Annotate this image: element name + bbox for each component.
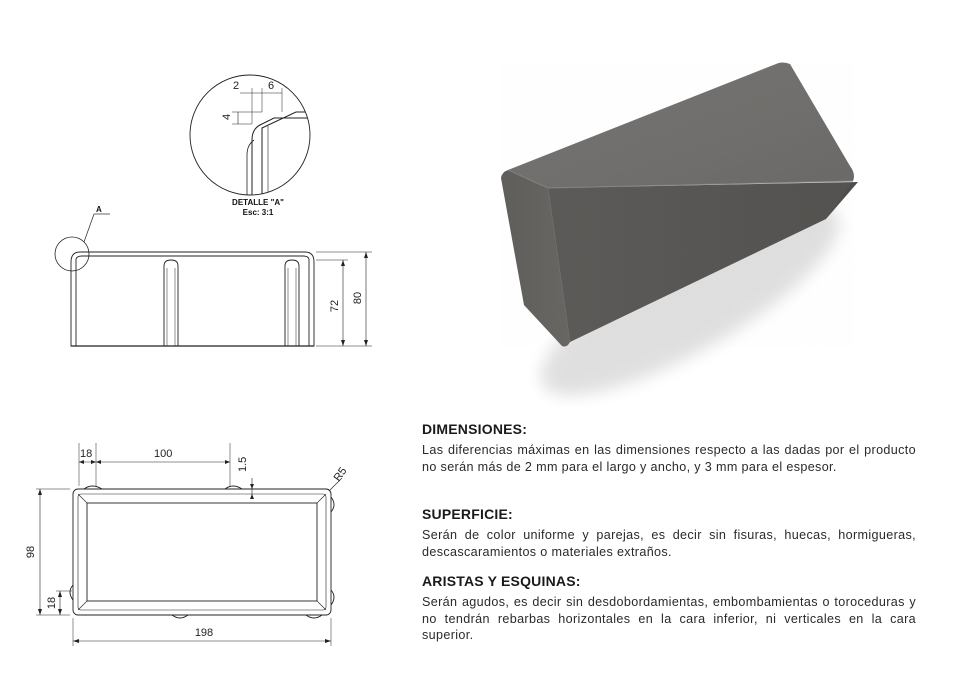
section-body: Serán de color uniforme y parejas, es decir sin fisuras, huecas, hormigueras, descascaramientos o materiales extraños. [422,528,916,559]
section-superficie [422,506,916,560]
detail-callout-label: A [96,205,102,214]
detail-title: DETALLE "A" [232,198,284,207]
section-title: DIMENSIONES: [422,421,528,437]
section-body: Serán agudos, es decir sin desdobordamientas, embombamientas o toroceduras y no tendrán rebarbas horizontales en la cara inferior, ni verticales en la cara superior. [422,595,916,642]
section-aristas-y-esquinas [422,573,916,644]
top-view-drawing [36,443,342,646]
section-dimensiones [422,421,916,475]
detail-dim-6: 6 [268,80,275,92]
detail-scale: Esc: 3:1 [242,208,274,217]
top-dim-1-5: 1.5 [237,456,249,472]
top-dim-18-left: 18 [46,596,58,610]
section-title: SUPERFICIE: [422,506,513,522]
side-view-drawing [55,214,372,346]
detail-dim-4: 4 [221,113,233,120]
side-dim-72: 72 [329,299,341,313]
paver-block-image [501,63,862,429]
side-dim-80: 80 [352,291,364,305]
top-dim-r5: R5 [331,465,350,484]
top-dim-198: 198 [194,627,214,639]
detail-dim-2: 2 [233,80,240,92]
section-title: ARISTAS Y ESQUINAS: [422,573,581,589]
top-dim-98: 98 [25,545,37,559]
detail-a-drawing [190,75,320,200]
top-dim-18: 18 [80,448,93,460]
top-dim-100: 100 [154,448,173,460]
section-body: Las diferencias máximas en las dimensiones respecto a las dadas por el producto no serán más de 2 mm para el largo y ancho, y 3 mm para el espesor. [422,443,916,474]
